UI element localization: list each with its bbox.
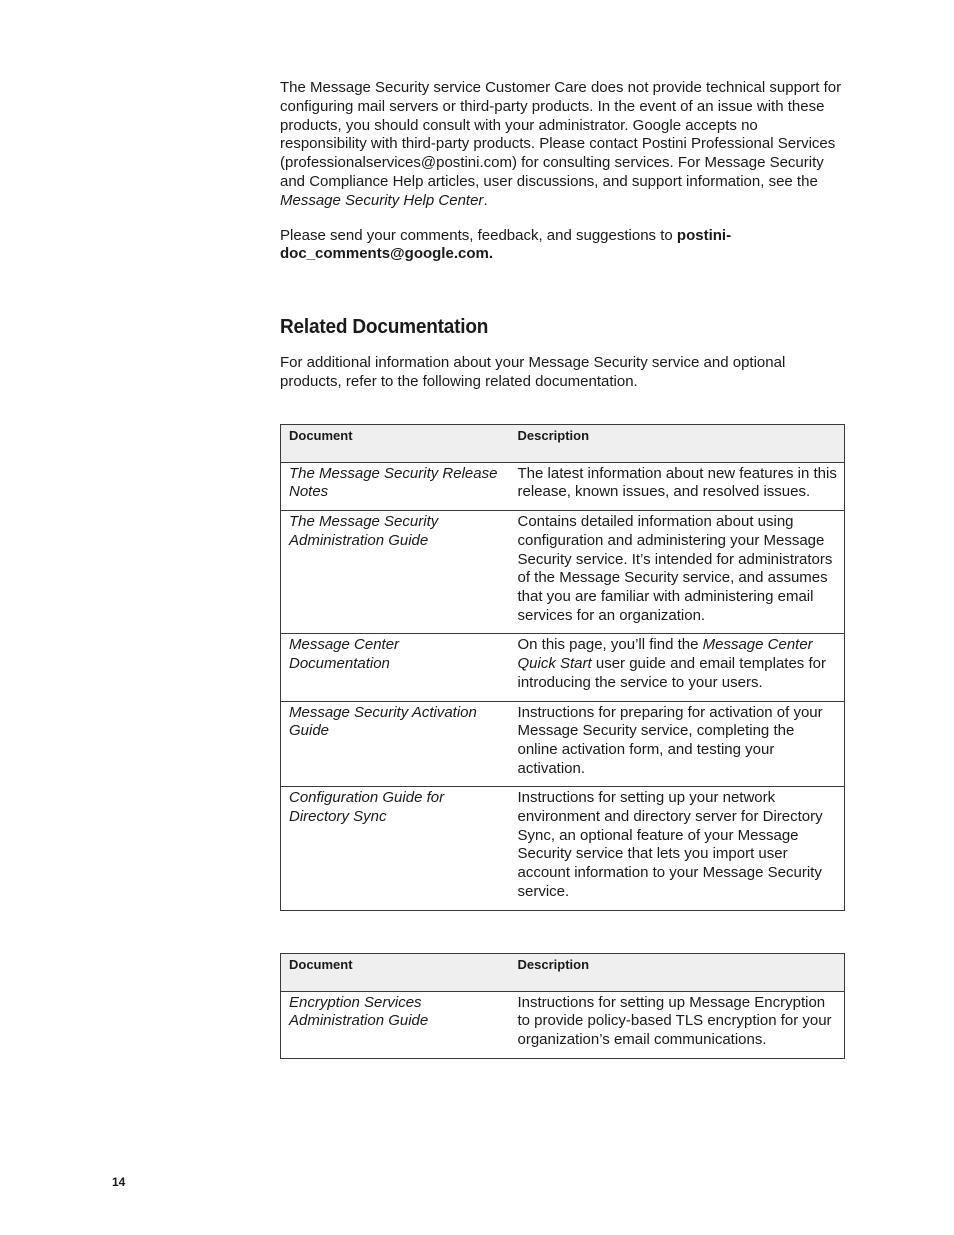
support-paragraph (280, 79, 844, 211)
feedback-text: Please send your comments, feedback, and suggestions to (280, 226, 677, 244)
table-row (281, 511, 845, 634)
document-title: Message Security Activation Guide (281, 701, 510, 787)
table-row (281, 787, 845, 910)
table-row (281, 462, 845, 510)
quick-start-reference: Message Center Quick Start (517, 636, 813, 673)
support-text: The Message Security service Customer Care does not provide technical support for configuring mail servers or third-party products. In the event of an issue with these products, you should consult with your administrator. Google accepts no responsibility with third-party products. Please contact Postini Professional Services (professionalservices@postini.com) for consulting services. For Message Security and Compliance Help articles, user discussions, and support information, see the (280, 79, 842, 190)
document-title: The Message Security Administration Guide (281, 511, 510, 634)
page-content (280, 79, 844, 1059)
support-period: . (483, 191, 488, 209)
section-heading: Related Documentation (280, 316, 489, 339)
table-header-row (281, 953, 845, 991)
table-row (281, 701, 845, 787)
feedback-paragraph (280, 227, 844, 265)
table-row (281, 991, 845, 1058)
table-header-row (281, 424, 845, 462)
document-description: Instructions for preparing for activation of your Message Security service, completing the online activation form, and testing your activation. (510, 701, 845, 787)
document-title: Message Center Documentation (281, 634, 510, 701)
column-header-description: Description (510, 953, 845, 991)
document-title: The Message Security Release Notes (281, 462, 510, 510)
related-docs-table (280, 424, 845, 911)
section-intro: For additional information about your Message Security service and optional products, refer to the following related documentation. (280, 354, 786, 390)
feedback-email: postini-doc_comments@google.com. (280, 226, 732, 263)
document-title: Configuration Guide for Directory Sync (281, 787, 510, 910)
column-header-document: Document (281, 424, 510, 462)
description-text: user guide and email templates for introducing the service to your users. (517, 655, 826, 691)
document-description: Contains detailed information about using configuration and administering your Message Security service. It’s intended for administrators of the Message Security service, and assumes that you are familiar with administering email services for an organization. (510, 511, 845, 634)
description-text: On this page, you’ll find the (517, 636, 703, 654)
document-description: Instructions for setting up your network environment and directory server for Directory Sync, an optional feature of your Message Security service that lets you import user account information to your Message Security service. (510, 787, 845, 910)
document-description (510, 634, 845, 701)
table-row (281, 634, 845, 701)
document-title: Encryption Services Administration Guide (281, 991, 510, 1058)
document-description: Instructions for setting up Message Encryption to provide policy-based TLS encryption for your organization’s email communications. (510, 991, 845, 1058)
help-center-reference: Message Security Help Center (280, 191, 484, 209)
encryption-docs-table (280, 953, 845, 1059)
document-description: The latest information about new features in this release, known issues, and resolved issues. (510, 462, 845, 510)
column-header-document: Document (281, 953, 510, 991)
column-header-description: Description (510, 424, 845, 462)
page-number: 14 (112, 1175, 126, 1189)
